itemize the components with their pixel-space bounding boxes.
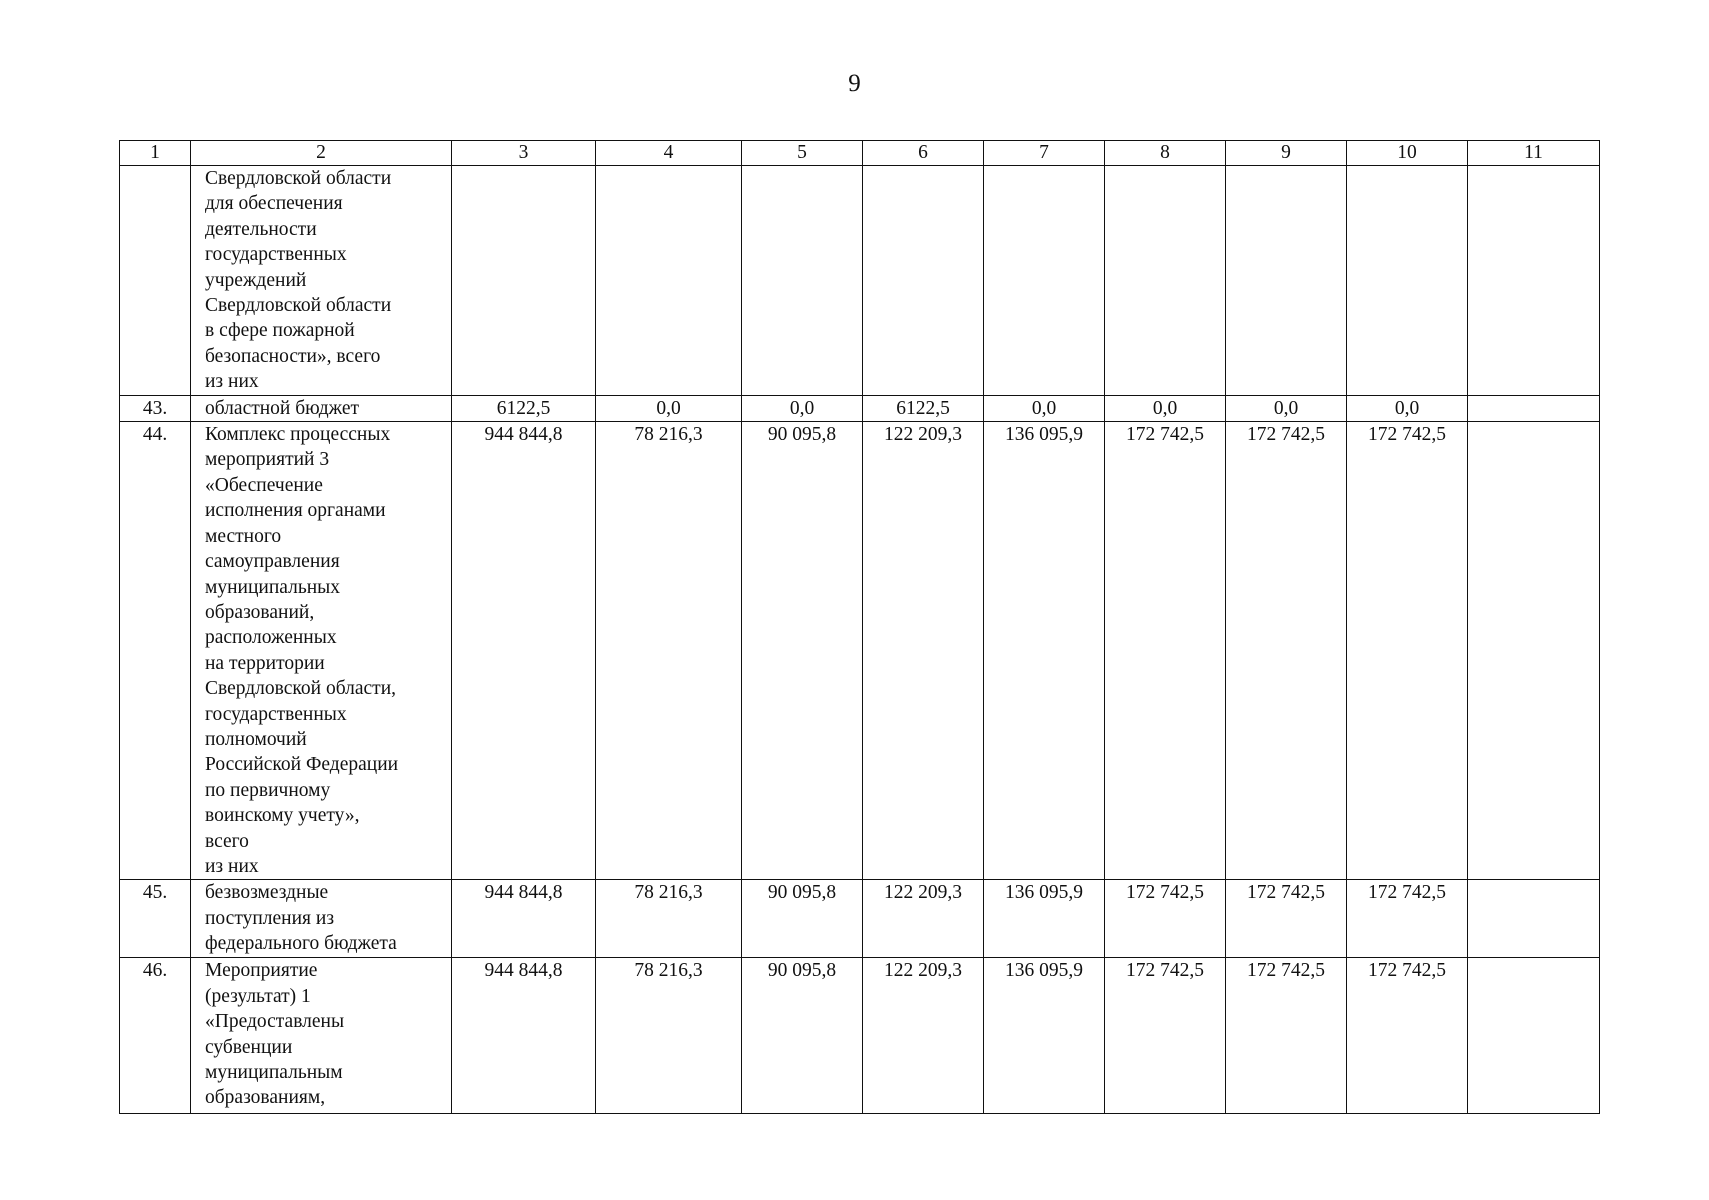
row-number: 45. xyxy=(120,880,191,958)
cell-value: 90 095,8 xyxy=(742,422,863,880)
cell-value xyxy=(1105,166,1226,396)
cell-value: 122 209,3 xyxy=(863,958,984,1114)
cell-value: 90 095,8 xyxy=(742,880,863,958)
cell-value: 944 844,8 xyxy=(452,958,596,1114)
column-header: 6 xyxy=(863,141,984,166)
cell-value: 172 742,5 xyxy=(1347,422,1468,880)
cell-value: 944 844,8 xyxy=(452,422,596,880)
cell-value: 122 209,3 xyxy=(863,880,984,958)
cell-value xyxy=(452,166,596,396)
column-header: 8 xyxy=(1105,141,1226,166)
cell-value: 90 095,8 xyxy=(742,958,863,1114)
cell-value: 172 742,5 xyxy=(1347,880,1468,958)
cell-value xyxy=(1468,166,1600,396)
cell-value xyxy=(984,166,1105,396)
column-header: 10 xyxy=(1347,141,1468,166)
cell-value: 78 216,3 xyxy=(596,880,742,958)
row-name: Комплекс процессных мероприятий 3 «Обеспечение исполнения органами местного самоуправления муниципальных образований, расположенных на территории Свердловской области, государственных полномочий Российской Федерации по первичному воинскому учету», всего из них xyxy=(191,422,452,880)
cell-value: 172 742,5 xyxy=(1347,958,1468,1114)
row-name: областной бюджет xyxy=(191,395,452,421)
table-header-row xyxy=(120,141,1600,166)
cell-value: 0,0 xyxy=(742,395,863,421)
cell-value: 136 095,9 xyxy=(984,422,1105,880)
cell-value xyxy=(596,166,742,396)
cell-value: 6122,5 xyxy=(452,395,596,421)
cell-value: 78 216,3 xyxy=(596,422,742,880)
table-row xyxy=(120,958,1600,1114)
table-row xyxy=(120,880,1600,958)
cell-value xyxy=(742,166,863,396)
cell-value xyxy=(1468,958,1600,1114)
cell-value: 172 742,5 xyxy=(1226,880,1347,958)
cell-value: 136 095,9 xyxy=(984,958,1105,1114)
column-header: 7 xyxy=(984,141,1105,166)
cell-value xyxy=(1226,166,1347,396)
table-row xyxy=(120,422,1600,880)
row-name: Свердловской области для обеспечения деятельности государственных учреждений Свердловской области в сфере пожарной безопасности», всего из них xyxy=(191,166,452,396)
table-row xyxy=(120,166,1600,396)
cell-value: 172 742,5 xyxy=(1105,422,1226,880)
row-number: 44. xyxy=(120,422,191,880)
column-header: 1 xyxy=(120,141,191,166)
cell-value: 0,0 xyxy=(1226,395,1347,421)
cell-value: 944 844,8 xyxy=(452,880,596,958)
cell-value: 78 216,3 xyxy=(596,958,742,1114)
column-header: 9 xyxy=(1226,141,1347,166)
budget-table xyxy=(119,140,1600,1114)
column-header: 3 xyxy=(452,141,596,166)
page-number: 9 xyxy=(848,70,861,97)
cell-value xyxy=(1468,395,1600,421)
row-number: 43. xyxy=(120,395,191,421)
cell-value: 0,0 xyxy=(984,395,1105,421)
row-number: 46. xyxy=(120,958,191,1114)
column-header: 4 xyxy=(596,141,742,166)
cell-value: 172 742,5 xyxy=(1105,880,1226,958)
row-name: Мероприятие (результат) 1 «Предоставлены субвенции муниципальным образованиям, xyxy=(191,958,452,1114)
cell-value xyxy=(1347,166,1468,396)
cell-value: 0,0 xyxy=(596,395,742,421)
column-header: 2 xyxy=(191,141,452,166)
cell-value xyxy=(1468,880,1600,958)
row-number xyxy=(120,166,191,396)
cell-value: 172 742,5 xyxy=(1105,958,1226,1114)
table-row xyxy=(120,395,1600,421)
cell-value: 0,0 xyxy=(1347,395,1468,421)
cell-value: 172 742,5 xyxy=(1226,958,1347,1114)
cell-value: 136 095,9 xyxy=(984,880,1105,958)
row-name: безвозмездные поступления из федерального бюджета xyxy=(191,880,452,958)
cell-value xyxy=(1468,422,1600,880)
cell-value: 122 209,3 xyxy=(863,422,984,880)
cell-value: 6122,5 xyxy=(863,395,984,421)
column-header: 11 xyxy=(1468,141,1600,166)
column-header: 5 xyxy=(742,141,863,166)
cell-value: 0,0 xyxy=(1105,395,1226,421)
cell-value xyxy=(863,166,984,396)
cell-value: 172 742,5 xyxy=(1226,422,1347,880)
